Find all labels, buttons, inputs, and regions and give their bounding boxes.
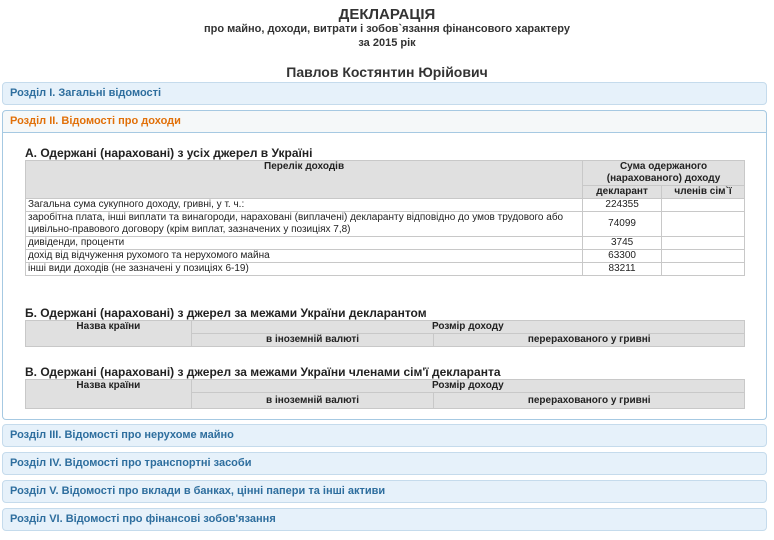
person-name: Павлов Костянтин Юрійович bbox=[286, 64, 488, 80]
income-foreign-declarant-table bbox=[25, 320, 745, 347]
col-foreign-currency: в іноземній валюті bbox=[191, 334, 434, 347]
col-income-amount: Розмір доходу bbox=[191, 380, 744, 393]
section-bank-deposits[interactable]: Розділ V. Відомості про вклади в банках, цінні папери та інші активи bbox=[2, 480, 767, 503]
income-family-value bbox=[662, 199, 745, 212]
income-row bbox=[26, 250, 745, 263]
income-row bbox=[26, 263, 745, 276]
col-foreign-currency: в іноземній валюті bbox=[191, 393, 434, 409]
col-uah: перерахованого у гривні bbox=[434, 334, 745, 347]
income-declarant-value: 63300 bbox=[583, 250, 662, 263]
col-income-amount: Розмір доходу bbox=[191, 321, 744, 334]
income-declarant-value: 83211 bbox=[583, 263, 662, 276]
col-declarant: декларант bbox=[583, 186, 662, 199]
income-row bbox=[26, 212, 745, 237]
income-label: дохід від відчуження рухомого та нерухомого майна bbox=[26, 250, 583, 263]
income-family-value bbox=[662, 237, 745, 250]
income-b-title: Б. Одержані (нараховані) з джерел за межами України декларантом bbox=[25, 306, 427, 320]
section-financial-obligations[interactable]: Розділ VІ. Відомості про фінансові зобов'язання bbox=[2, 508, 767, 531]
income-label: інші види доходів (не зазначені у позиціях 6-19) bbox=[26, 263, 583, 276]
income-declarant-value: 3745 bbox=[583, 237, 662, 250]
income-a-title: А. Одержані (нараховані) з усіх джерел в Україні bbox=[25, 146, 313, 160]
income-declarant-value: 224355 bbox=[583, 199, 662, 212]
section-general-info[interactable]: Розділ І. Загальні відомості bbox=[2, 82, 767, 105]
income-declarant-value: 74099 bbox=[583, 212, 662, 237]
section-income[interactable]: Розділ ІІ. Відомості про доходи bbox=[2, 110, 767, 133]
income-foreign-family-table bbox=[25, 379, 745, 409]
col-country: Назва країни bbox=[26, 321, 192, 347]
income-row bbox=[26, 199, 745, 212]
income-family-value bbox=[662, 250, 745, 263]
col-country: Назва країни bbox=[26, 380, 192, 409]
income-row bbox=[26, 237, 745, 250]
income-label: заробітна плата, інші виплати та винагороди, нараховані (виплачені) декларанту відповідно до умов трудового або цивільно-правового договору (крім виплат, зазначених у позиціях 7,8) bbox=[26, 212, 583, 237]
income-label: дивіденди, проценти bbox=[26, 237, 583, 250]
income-c-title: В. Одержані (нараховані) з джерел за межами України членами сім'ї декларанта bbox=[25, 365, 501, 379]
col-income-list: Перелік доходів bbox=[26, 161, 583, 199]
declaration-subtitle: про майно, доходи, витрати і зобов`язання фінансового характеру bbox=[204, 23, 570, 35]
income-ukraine-table bbox=[25, 160, 745, 276]
section-real-estate[interactable]: Розділ ІІІ. Відомості про нерухоме майно bbox=[2, 424, 767, 447]
declaration-title: ДЕКЛАРАЦІЯ bbox=[338, 6, 436, 23]
col-income-sum: Сума одержаного (нарахованого) доходу bbox=[583, 161, 745, 186]
section-vehicles[interactable]: Розділ ІV. Відомості про транспортні засоби bbox=[2, 452, 767, 475]
col-uah: перерахованого у гривні bbox=[434, 393, 745, 409]
declaration-year: за 2015 рік bbox=[358, 37, 416, 49]
income-family-value bbox=[662, 212, 745, 237]
income-label: Загальна сума сукупного доходу, гривні, у т. ч.: bbox=[26, 199, 583, 212]
col-family: членів сім`ї bbox=[662, 186, 745, 199]
income-family-value bbox=[662, 263, 745, 276]
